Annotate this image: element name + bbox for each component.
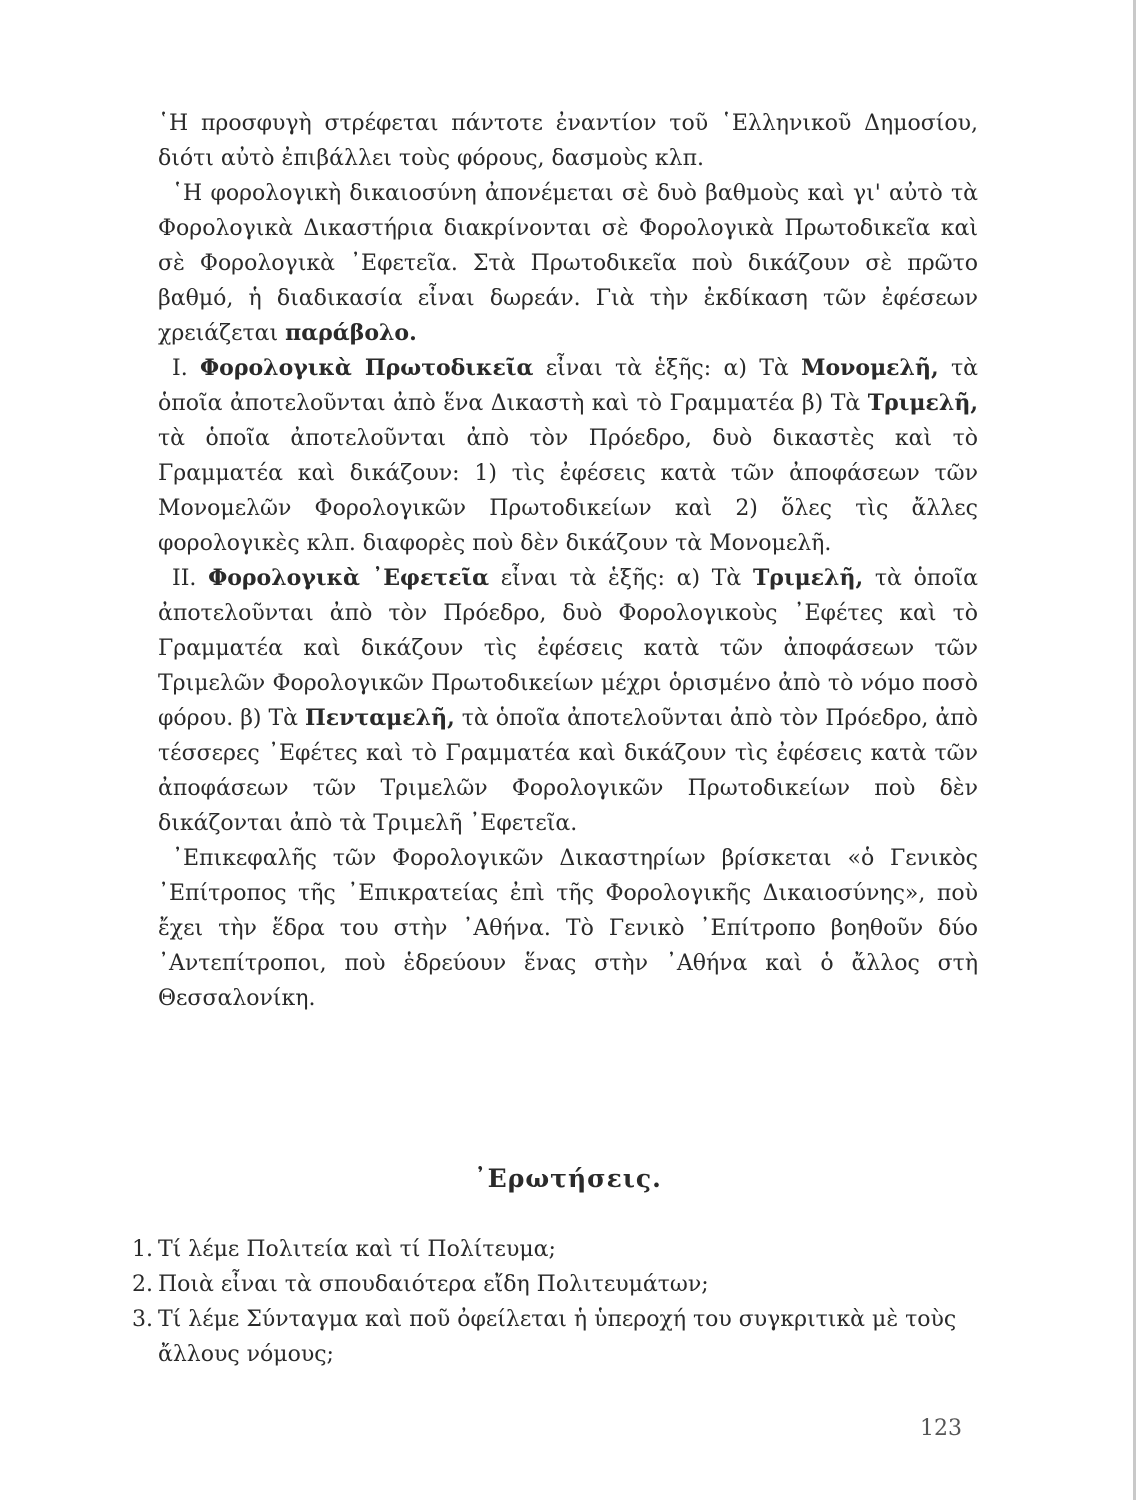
paragraph [158,106,978,176]
question-number: 1. [132,1237,153,1262]
text-run: τὰ ὁποῖα ἀποτελοῦνται ἀπὸ τὸν Πρόεδρο, δυὸ δικαστὲς καὶ τὸ Γραμματέα καὶ δικάζουν: 1) τὶς ἐφέσεις κατὰ τῶν ἀποφάσεων τῶν Μονομελῶν Φορολογικῶν Πρωτοδικείων καὶ 2) ὅλες τὶς ἄλλες φορολογικὲς κλπ. διαφορὲς ποὺ δὲν δικάζουν τὰ Μονομελῆ. [158,426,978,556]
bold-term: Φορολογικὰ ᾽Εφετεῖα [208,565,490,591]
bold-term: παράβολο. [285,320,417,346]
page-number: 123 [920,1416,962,1441]
text-run: Ι. [172,356,201,381]
question-item [132,1302,978,1372]
questions-list [132,1232,978,1372]
bold-term: Φορολογικὰ Πρωτοδικεῖα [200,355,534,381]
document-page [132,106,978,1367]
paragraph [158,561,978,841]
text-run: τὰ ὁποῖα ἀποτελοῦνται ἀπὸ τὸν Πρόεδρο, δυὸ Φορολογικοὺς ᾽Εφέτες καὶ τὸ Γραμματέα καὶ δικάζουν τὶς ἐφέσεις κατὰ τῶν ἀποφάσεων τῶν Τριμελῶν Φορολογικῶν Πρωτοδικείων μέχρι ὁρισμένο ἀπὸ τὸ νόμο ποσὸ φόρου. β) Τὰ [158,566,978,731]
paragraph [158,176,978,351]
bold-term: Τριμελῆ, [867,390,978,416]
paragraph [158,351,978,561]
text-run: τὰ ὁποῖα ἀποτελοῦνται ἀπὸ ἕνα Δικαστὴ καὶ τὸ Γραμματέα β) Τὰ [158,356,978,416]
bold-term: Μονομελῆ, [801,355,939,381]
question-text: Τί λέμε Σύνταγμα καὶ ποῦ ὀφείλεται ἡ ὑπεροχή του συγκριτικὰ μὲ τοὺς ἄλλους νόμους; [158,1307,957,1367]
body-text [158,106,978,1016]
question-item [132,1232,978,1267]
question-number: 3. [132,1307,153,1332]
question-number: 2. [132,1272,153,1297]
text-run: ῾Η φορολογικὴ δικαιοσύνη ἀπονέμεται σὲ δυὸ βαθμοὺς καὶ γι' αὐτὸ τὰ Φορολογικὰ Δικαστήρια διακρίνονται σὲ Φορολογικὰ Πρωτοδικεῖα καὶ σὲ Φορολογικὰ ᾽Εφετεῖα. Στὰ Πρωτοδικεῖα ποὺ δικάζουν σὲ πρῶτο βαθμό, ἡ διαδικασία εἶναι δωρεάν. Γιὰ τὴν ἐκδίκαση τῶν ἐφέσεων χρειάζεται [158,181,978,346]
question-text: Ποιὰ εἶναι τὰ σπουδαιότερα εἴδη Πολιτευμάτων; [158,1272,709,1297]
text-run: ΙΙ. [172,566,209,591]
question-text: Τί λέμε Πολιτεία καὶ τί Πολίτευμα; [158,1237,556,1262]
bold-term: Πενταμελῆ, [305,705,455,731]
paragraph [158,841,978,1016]
text-run: ᾽Επικεφαλῆς τῶν Φορολογικῶν Δικαστηρίων βρίσκεται «ὁ Γενικὸς ᾽Επίτροπος τῆς ᾽Επικρατείας ἐπὶ τῆς Φορολογικῆς Δικαιοσύνης», ποὺ ἔχει τὴν ἕδρα του στὴν ᾽Αθήνα. Τὸ Γενικὸ ᾽Επίτροπο βοηθοῦν δύο ᾽Αντεπίτροποι, ποὺ ἑδρεύουν ἕνας στὴν ᾽Αθήνα καὶ ὁ ἄλλος στὴ Θεσσαλονίκη. [158,846,978,1011]
bold-term: Τριμελῆ, [752,565,864,591]
text-run: εἶναι τὰ ἑξῆς: α) Τὰ [489,566,753,591]
text-run: εἶναι τὰ ἑξῆς: α) Τὰ [533,356,802,381]
questions-heading: ᾽Ερωτήσεις. [474,1164,662,1193]
question-item [132,1267,978,1302]
text-run: τὰ ὁποῖα ἀποτελοῦνται ἀπὸ τὸν Πρόεδρο, ἀπὸ τέσσερες ᾽Εφέτες καὶ τὸ Γραμματέα καὶ δικάζουν τὶς ἐφέσεις κατὰ τῶν ἀποφάσεων τῶν Τριμελῶν Φορολογικῶν Πρωτοδικείων ποὺ δὲν δικάζονται ἀπὸ τὰ Τριμελῆ ᾽Εφετεῖα. [158,706,978,836]
text-run: ῾Η προσφυγὴ στρέφεται πάντοτε ἐναντίον τοῦ ῾Ελληνικοῦ Δημοσίου, διότι αὐτὸ ἐπιβάλλει τοὺς φόρους, δασμοὺς κλπ. [158,111,978,171]
